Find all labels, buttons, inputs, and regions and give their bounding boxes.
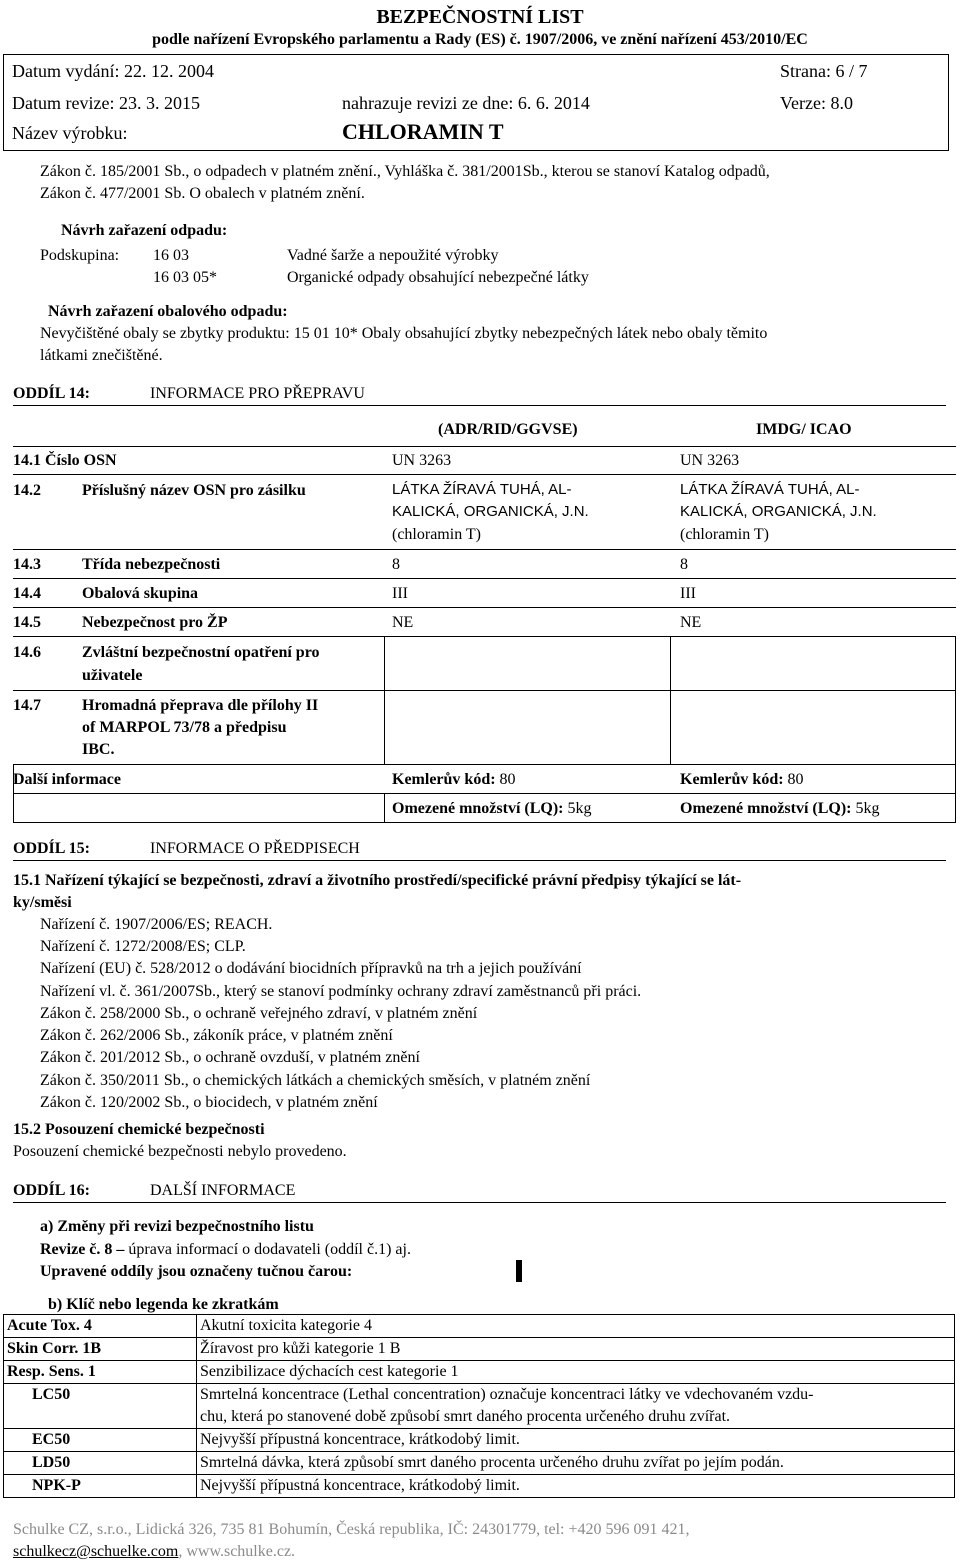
section-14-label: ODDÍL 14: — [13, 385, 90, 402]
abbr-desc — [197, 1384, 955, 1429]
abbr-desc: Žíravost pro kůži kategorie 1 B — [197, 1338, 955, 1361]
revision-note-text: úprava informací o dodavateli (oddíl č.1) aj. — [124, 1241, 411, 1258]
abbr-desc: Nejvyšší přípustná koncentrace, krátkodobý limit. — [197, 1429, 955, 1452]
row-14-1-adr: UN 3263 — [392, 452, 452, 469]
intro-line-2: Zákon č. 477/2001 Sb. O obalech v platném znění. — [40, 185, 365, 202]
section-14-rule — [13, 405, 946, 406]
abbr-code: EC50 — [4, 1429, 197, 1452]
footer-address: Schulke CZ, s.r.o., Lidická 326, 735 81 Bohumín, Česká republika, IČ: 24301779, tel: +420 596 091 421, — [13, 1521, 690, 1538]
waste-heading: Návrh zařazení odpadu: — [61, 222, 228, 239]
lq-adr — [392, 799, 592, 818]
regulation-item: Nařízení č. 1907/2006/ES; REACH. — [40, 916, 273, 933]
row-14-2-imdg-line-2: KALICKÁ, ORGANICKÁ, J.N. — [680, 503, 877, 520]
waste-desc-1: Vadné šarže a nepoužité výrobky — [287, 247, 499, 264]
regulation-item: Nařízení vl. č. 361/2007Sb., který se stanoví podmínky ochrany zdraví zaměstnanců při práci. — [40, 983, 642, 1000]
intro-line-1: Zákon č. 185/2001 Sb., o odpadech v platném znění., Vyhláška č. 381/2001Sb., kterou se stanoví Katalog odpadů, — [40, 163, 770, 180]
abbr-desc: Senzibilizace dýchacích cest kategorie 1 — [197, 1361, 955, 1384]
section-16-title: DALŠÍ INFORMACE — [150, 1182, 296, 1199]
regulation-item: Zákon č. 262/2006 Sb., zákoník práce, v platném znění — [40, 1027, 393, 1044]
row-14-2-label: Příslušný název OSN pro zásilku — [82, 482, 306, 499]
revision-date: Datum revize: 23. 3. 2015 — [12, 93, 200, 113]
row-14-3-num: 14.3 — [13, 556, 41, 573]
table-row — [4, 1315, 955, 1338]
kemler-imdg-value: 80 — [787, 771, 804, 788]
row-14-7-num: 14.7 — [13, 697, 41, 714]
packaging-line-2: látkami znečištěné. — [40, 347, 163, 364]
s15-2-heading: 15.2 Posouzení chemické bezpečnosti — [13, 1121, 265, 1138]
row-14-3-label: Třída nebezpečnosti — [82, 556, 221, 573]
issue-date: Datum vydání: 22. 12. 2004 — [12, 61, 214, 81]
footer-web: , www.schulke.cz. — [178, 1543, 296, 1560]
footer-email-link[interactable]: schulkecz@schuelke.com — [13, 1543, 179, 1560]
abbr-desc-line-2: chu, která po stanovené době způsobí smrt daného procenta určeného druhu zvířat. — [200, 1408, 731, 1425]
kemler-imdg-label: Kemlerův kód: — [680, 771, 784, 788]
row-14-7-label-line-3: IBC. — [82, 741, 115, 758]
footer-contact — [13, 1542, 295, 1561]
revision-note — [40, 1240, 411, 1259]
kemler-adr — [392, 770, 516, 789]
kemler-adr-label: Kemlerův kód: — [392, 771, 496, 788]
revision-note-bold: Revize č. 8 – — [40, 1241, 125, 1258]
abbr-desc: Smrtelná dávka, která způsobí smrt daného procenta určeného druhu zvířat po jejím podán. — [197, 1452, 955, 1475]
packaging-heading: Návrh zařazení obalového odpadu: — [48, 303, 288, 320]
table-row — [4, 1475, 955, 1498]
s15-1-heading-line-1: 15.1 Nařízení týkající se bezpečnosti, zdraví a životního prostředí/specifické právní předpisy týkající se lát- — [13, 872, 742, 889]
row-14-2-imdg-line-3: (chloramin T) — [680, 526, 770, 543]
kemler-adr-value: 80 — [499, 771, 516, 788]
table-row — [4, 1338, 955, 1361]
subgroup-label: Podskupina: — [40, 247, 120, 264]
row-14-3-adr: 8 — [392, 556, 400, 573]
replaces-revision: nahrazuje revizi ze dne: 6. 6. 2014 — [342, 93, 590, 113]
regulation-item: Zákon č. 350/2011 Sb., o chemických látkách a chemických směsích, v platném znění — [40, 1072, 591, 1089]
row-14-1-label: 14.1 Číslo OSN — [13, 452, 117, 469]
row-14-6-num: 14.6 — [13, 644, 41, 661]
section-16-rule — [13, 1202, 946, 1203]
abbr-code: Acute Tox. 4 — [4, 1315, 197, 1338]
header-box — [3, 54, 949, 151]
lq-adr-label: Omezené množství (LQ): — [392, 800, 564, 817]
col-imdg-header: IMDG/ ICAO — [756, 421, 852, 438]
waste-code-2: 16 03 05* — [153, 269, 217, 286]
regulation-item: Nařízení (EU) č. 528/2012 o dodávání biocidních přípravků na trh a jejich používání — [40, 960, 582, 977]
lq-imdg-value: 5kg — [855, 800, 880, 817]
row-14-5-adr: NE — [392, 614, 414, 631]
regulation-item: Zákon č. 120/2002 Sb., o biocidech, v platném znění — [40, 1094, 378, 1111]
lq-adr-value: 5kg — [567, 800, 592, 817]
waste-desc-2: Organické odpady obsahující nebezpečné látky — [287, 269, 589, 286]
section-15-rule — [13, 860, 946, 861]
row-14-5-label: Nebezpečnost pro ŽP — [82, 614, 228, 631]
section-14-title: INFORMACE PRO PŘEPRAVU — [150, 385, 365, 402]
abbr-desc: Nejvyšší přípustná koncentrace, krátkodobý limit. — [197, 1475, 955, 1498]
revision-bar-marker — [516, 1260, 522, 1282]
abbr-desc: Akutní toxicita kategorie 4 — [197, 1315, 955, 1338]
lq-imdg — [680, 799, 880, 818]
s16-b-heading: b) Klíč nebo legenda ke zkratkám — [48, 1296, 279, 1313]
row-14-5-imdg: NE — [680, 614, 702, 631]
abbr-code: LD50 — [4, 1452, 197, 1475]
table-row — [4, 1452, 955, 1475]
table-row — [4, 1361, 955, 1384]
document-title: BEZPEČNOSTNÍ LIST — [376, 6, 584, 28]
regulation-item: Zákon č. 201/2012 Sb., o ochraně ovzduší, v platném znění — [40, 1049, 420, 1066]
row-14-4-label: Obalová skupina — [82, 585, 199, 602]
row-14-5-num: 14.5 — [13, 614, 41, 631]
section-15-title: INFORMACE O PŘEDPISECH — [150, 840, 360, 857]
row-14-6-label-line-1: Zvláštní bezpečnostní opatření pro — [82, 644, 320, 661]
s15-1-heading-line-2: ky/směsi — [13, 894, 72, 911]
s16-a-heading: a) Změny při revizi bezpečnostního listu — [40, 1218, 314, 1235]
abbreviations-table — [3, 1314, 955, 1498]
section-16-label: ODDÍL 16: — [13, 1182, 90, 1199]
product-label: Název výrobku: — [12, 123, 128, 143]
row-14-4-num: 14.4 — [13, 585, 41, 602]
row-14-2-adr-line-1: LÁTKA ŽÍRAVÁ TUHÁ, AL- — [392, 481, 572, 498]
regulation-item: Zákon č. 258/2000 Sb., o ochraně veřejného zdraví, v platném znění — [40, 1005, 478, 1022]
row-14-3-imdg: 8 — [680, 556, 688, 573]
product-name: CHLORAMIN T — [342, 119, 504, 144]
regulation-item: Nařízení č. 1272/2008/ES; CLP. — [40, 938, 246, 955]
abbr-code: NPK-P — [4, 1475, 197, 1498]
table-row — [4, 1429, 955, 1452]
version: Verze: 8.0 — [780, 93, 853, 113]
abbr-desc-line-1: Smrtelná koncentrace (Lethal concentration) označuje koncentraci látky ve vdechovaném vzdu- — [200, 1386, 814, 1403]
row-14-2-adr-line-3: (chloramin T) — [392, 526, 482, 543]
kemler-imdg — [680, 770, 804, 789]
row-14-7-label-line-1: Hromadná přeprava dle přílohy II — [82, 697, 319, 714]
row-14-1-imdg: UN 3263 — [680, 452, 740, 469]
abbr-code: Resp. Sens. 1 — [4, 1361, 197, 1384]
other-info-label: Další informace — [13, 771, 121, 788]
packaging-line-1: Nevyčištěné obaly se zbytky produktu: 15 01 10* Obaly obsahující zbytky nebezpečných látek nebo obaly těmito — [40, 325, 768, 342]
page-number: Strana: 6 / 7 — [780, 61, 868, 81]
marked-sections-note: Upravené oddíly jsou označeny tučnou čarou: — [40, 1263, 353, 1280]
section-15-label: ODDÍL 15: — [13, 840, 90, 857]
waste-code-1: 16 03 — [153, 247, 189, 264]
row-14-7-label-line-2: of MARPOL 73/78 a předpisu — [82, 719, 287, 736]
document-subtitle: podle nařízení Evropského parlamentu a Rady (ES) č. 1907/2006, ve znění nařízení 453/2010/EC — [152, 31, 808, 48]
abbr-code: LC50 — [4, 1384, 197, 1429]
row-14-2-imdg-line-1: LÁTKA ŽÍRAVÁ TUHÁ, AL- — [680, 481, 860, 498]
s15-2-text: Posouzení chemické bezpečnosti nebylo provedeno. — [13, 1143, 347, 1160]
abbr-code: Skin Corr. 1B — [4, 1338, 197, 1361]
row-14-2-num: 14.2 — [13, 482, 41, 499]
col-adr-header: (ADR/RID/GGVSE) — [438, 421, 578, 438]
row-14-4-imdg: III — [680, 585, 696, 602]
row-14-2-adr-line-2: KALICKÁ, ORGANICKÁ, J.N. — [392, 503, 589, 520]
lq-imdg-label: Omezené množství (LQ): — [680, 800, 852, 817]
table-row — [4, 1384, 955, 1429]
row-14-6-label-line-2: uživatele — [82, 667, 143, 684]
row-14-4-adr: III — [392, 585, 408, 602]
